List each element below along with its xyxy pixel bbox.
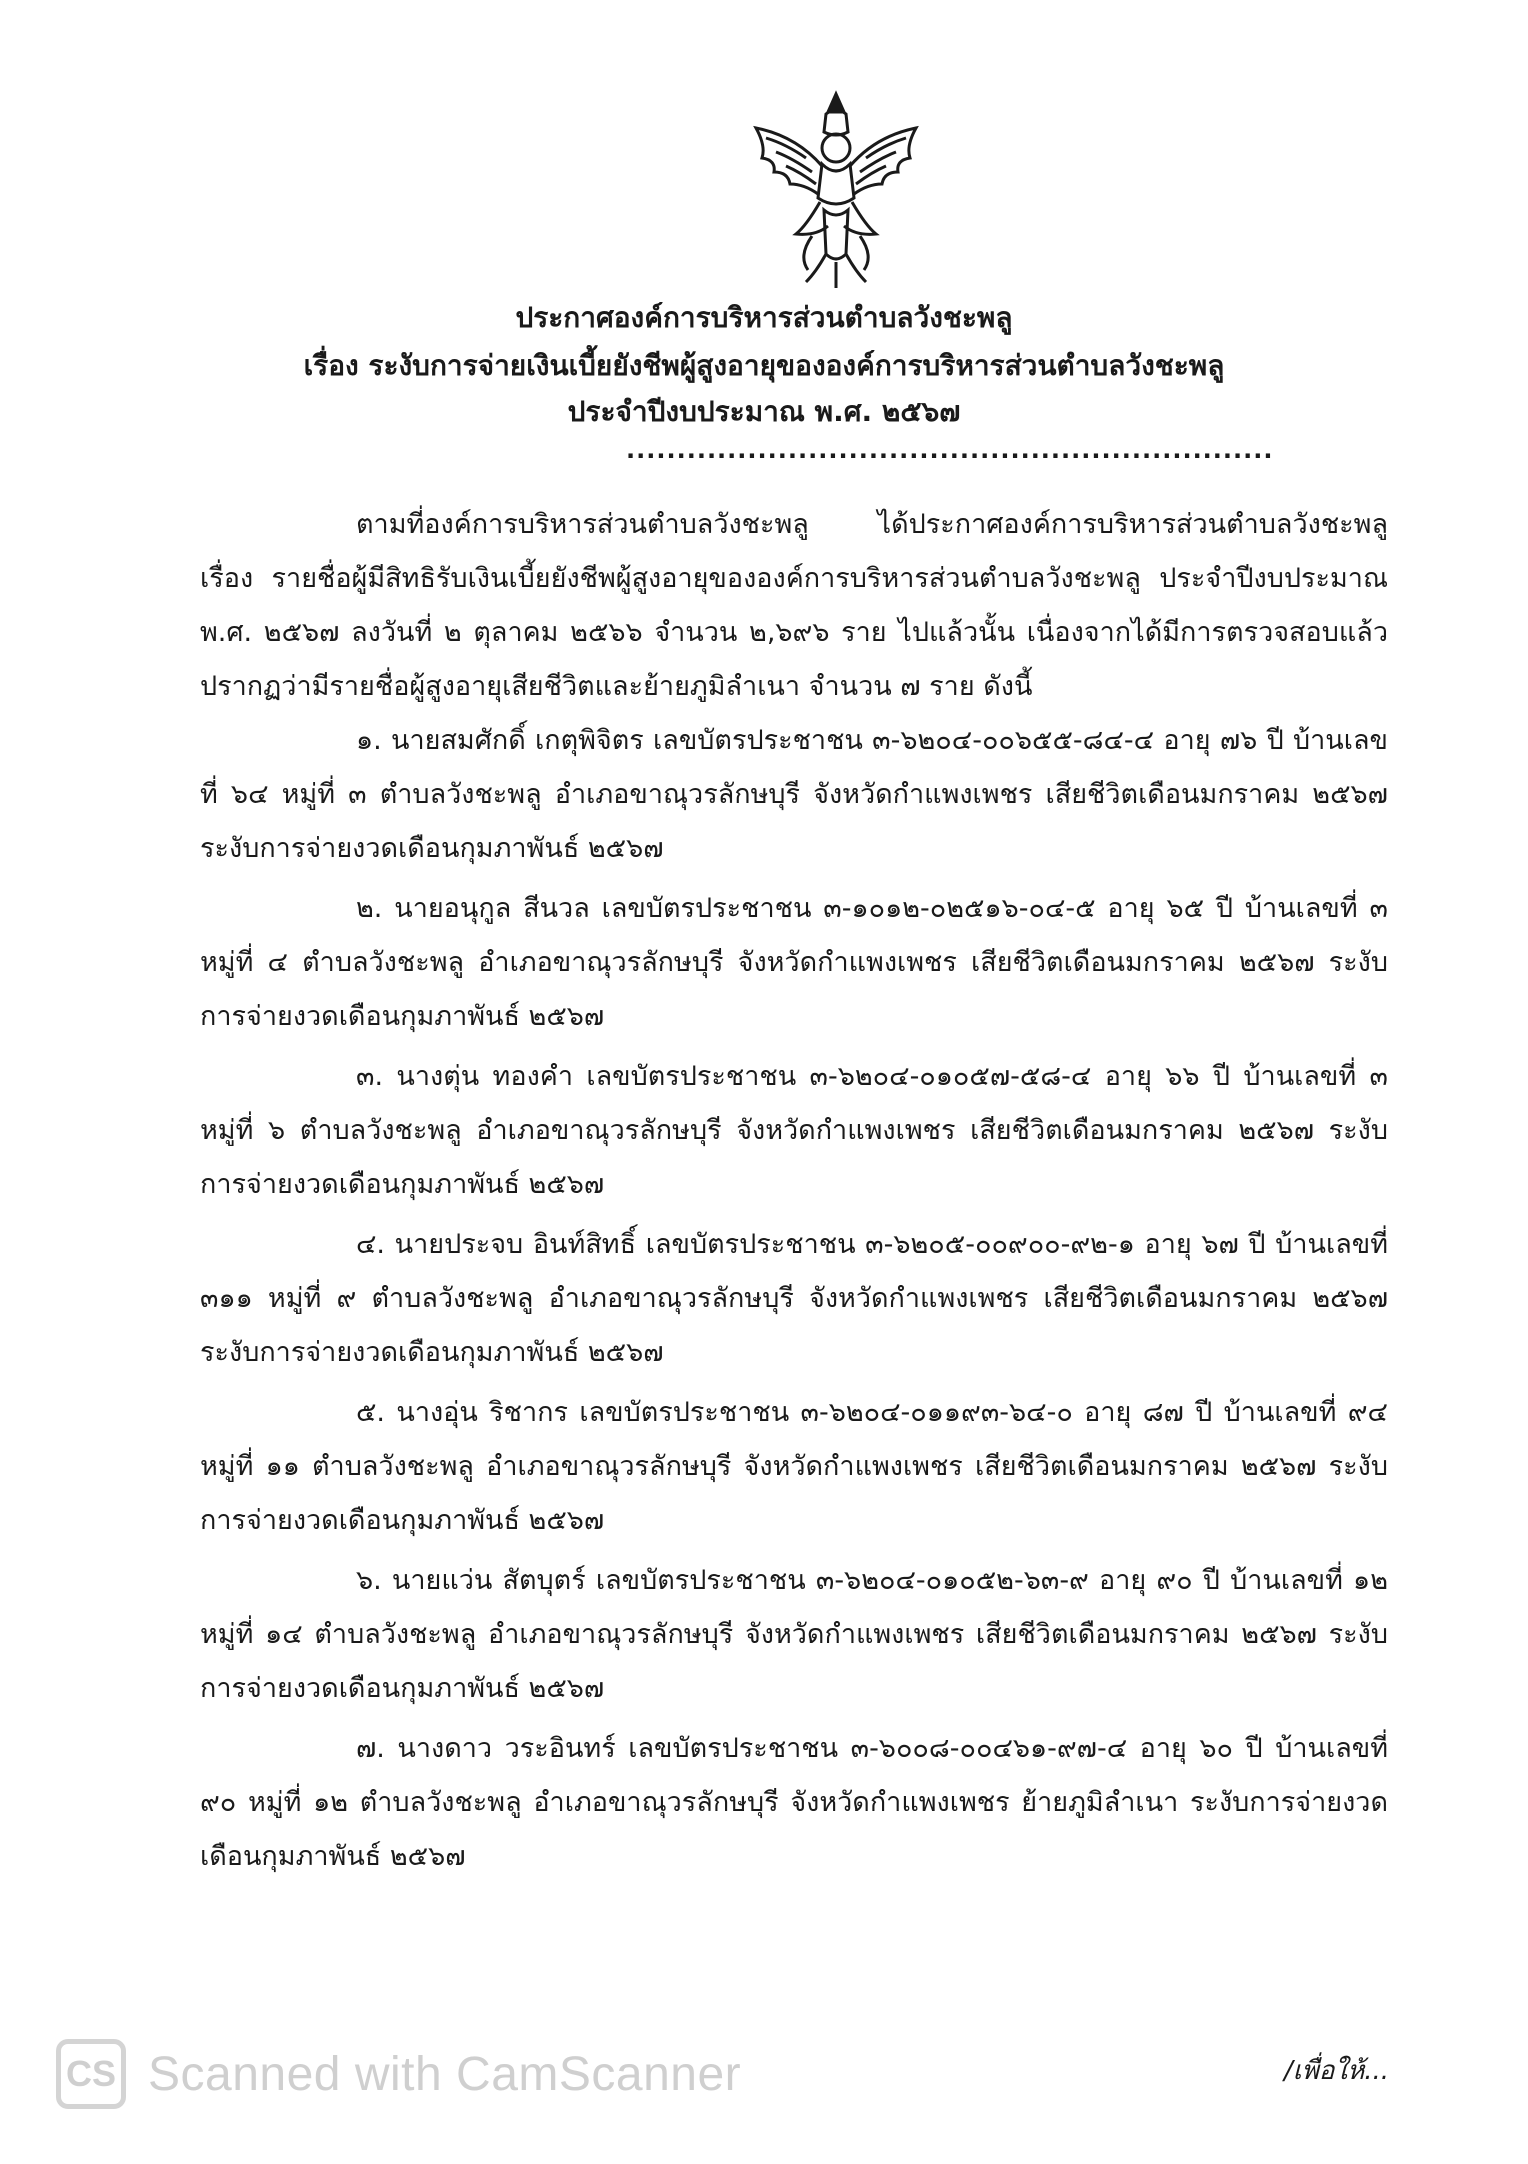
list-item: ๔. นายประจบ อินท์สิทธิ์ เลขบัตรประชาชน ๓-๖๒๐๕-๐๐๙๐๐-๙๒-๑ อายุ ๖๗ ปี บ้านเลขที่ ๓๑๑ หมู่ที่ ๙ ตำบลวังชะพลู อำเภอขาณุวรลักษบุรี จังหวัดกำแพงเพชร เสียชีวิตเดือนมกราคม ๒๕๖๗ ระงับการจ่ายงวดเดือนกุมภาพันธ์ ๒๕๖๗ — [200, 1229, 1388, 1368]
intro-paragraph: ตามที่องค์การบริหารส่วนตำบลวังชะพลู ได้ประกาศองค์การบริหารส่วนตำบลวังชะพลู เรื่อง รายชื่อผู้มีสิทธิรับเงินเบี้ยยังชีพผู้สูงอายุขององค์การบริหารส่วนตำบลวังชะพลู ประจำปีงบประมาณ พ.ศ. ๒๕๖๗ ลงวันที่ ๒ ตุลาคม ๒๕๖๖ จำนวน ๒,๖๙๖ ราย ไปแล้วนั้น เนื่องจากได้มีการตรวจสอบแล้วปรากฏว่ามีรายชื่อผู้สูงอายุเสียชีวิตและย้ายภูมิลำเนา จำนวน ๗ ราย ดังนี้ — [200, 509, 1388, 702]
list-item: ๕. นางอุ่น ริชากร เลขบัตรประชาชน ๓-๖๒๐๔-๐๑๑๙๓-๖๔-๐ อายุ ๘๗ ปี บ้านเลขที่ ๙๔ หมู่ที่ ๑๑ ตำบลวังชะพลู อำเภอขาณุวรลักษบุรี จังหวัดกำแพงเพชร เสียชีวิตเดือนมกราคม ๒๕๖๗ ระงับการจ่ายงวดเดือนกุมภาพันธ์ ๒๕๖๗ — [200, 1397, 1388, 1536]
fiscal-year-line: ประจำปีงบประมาณ พ.ศ. ๒๕๖๗ — [567, 395, 961, 428]
camscanner-watermark — [56, 2034, 741, 2114]
garuda-emblem-icon — [736, 86, 936, 296]
watermark-text: Scanned with CamScanner — [148, 2047, 742, 2101]
list-item: ๖. นายแว่น สัตบุตร์ เลขบัตรประชาชน ๓-๖๒๐๔-๐๑๐๕๒-๖๓-๙ อายุ ๙๐ ปี บ้านเลขที่ ๑๒ หมู่ที่ ๑๔ ตำบลวังชะพลู อำเภอขาณุวรลักษบุรี จังหวัดกำแพงเพชร เสียชีวิตเดือนมกราคม ๒๕๖๗ ระงับการจ่ายงวดเดือนกุมภาพันธ์ ๒๕๖๗ — [200, 1565, 1388, 1704]
list-item: ๒. นายอนุกูล สีนวล เลขบัตรประชาชน ๓-๑๐๑๒-๐๒๕๑๖-๐๔-๕ อายุ ๖๕ ปี บ้านเลขที่ ๓ หมู่ที่ ๔ ตำบลวังชะพลู อำเภอขาณุวรลักษบุรี จังหวัดกำแพงเพชร เสียชีวิตเดือนมกราคม ๒๕๖๗ ระงับการจ่ายงวดเดือนกุมภาพันธ์ ๒๕๖๗ — [200, 893, 1388, 1032]
camscanner-logo-icon: CS — [56, 2039, 126, 2109]
list-item: ๓. นางตุ่น ทองคำ เลขบัตรประชาชน ๓-๖๒๐๔-๐๑๐๕๗-๕๘-๔ อายุ ๖๖ ปี บ้านเลขที่ ๓ หมู่ที่ ๖ ตำบลวังชะพลู อำเภอขาณุวรลักษบุรี จังหวัดกำแพงเพชร เสียชีวิตเดือนมกราคม ๒๕๖๗ ระงับการจ่ายงวดเดือนกุมภาพันธ์ ๒๕๖๗ — [200, 1061, 1388, 1200]
header-divider: ................................................................ — [626, 436, 1274, 464]
continuation-marker: /เพื่อให้... — [1284, 2056, 1390, 2086]
announcement-subject: เรื่อง ระงับการจ่ายเงินเบี้ยยังชีพผู้สูงอายุขององค์การบริหารส่วนตำบลวังชะพลู — [303, 349, 1225, 382]
list-item: ๗. นางดาว วระอินทร์ เลขบัตรประชาชน ๓-๖๐๐๘-๐๐๔๖๑-๙๗-๔ อายุ ๖๐ ปี บ้านเลขที่ ๙๐ หมู่ที่ ๑๒ ตำบลวังชะพลู อำเภอขาณุวรลักษบุรี จังหวัดกำแพงเพชร ย้ายภูมิลำเนา ระงับการจ่ายงวดเดือนกุมภาพันธ์ ๒๕๖๗ — [200, 1733, 1388, 1872]
list-item: ๑. นายสมศักดิ์ เกตุพิจิตร เลขบัตรประชาชน ๓-๖๒๐๔-๐๐๖๕๕-๘๔-๔ อายุ ๗๖ ปี บ้านเลขที่ ๖๔ หมู่ที่ ๓ ตำบลวังชะพลู อำเภอขาณุวรลักษบุรี จังหวัดกำแพงเพชร เสียชีวิตเดือนมกราคม ๒๕๖๗ ระงับการจ่ายงวดเดือนกุมภาพันธ์ ๒๕๖๗ — [200, 725, 1388, 864]
announcement-title: ประกาศองค์การบริหารส่วนตำบลวังชะพลู — [515, 301, 1013, 334]
